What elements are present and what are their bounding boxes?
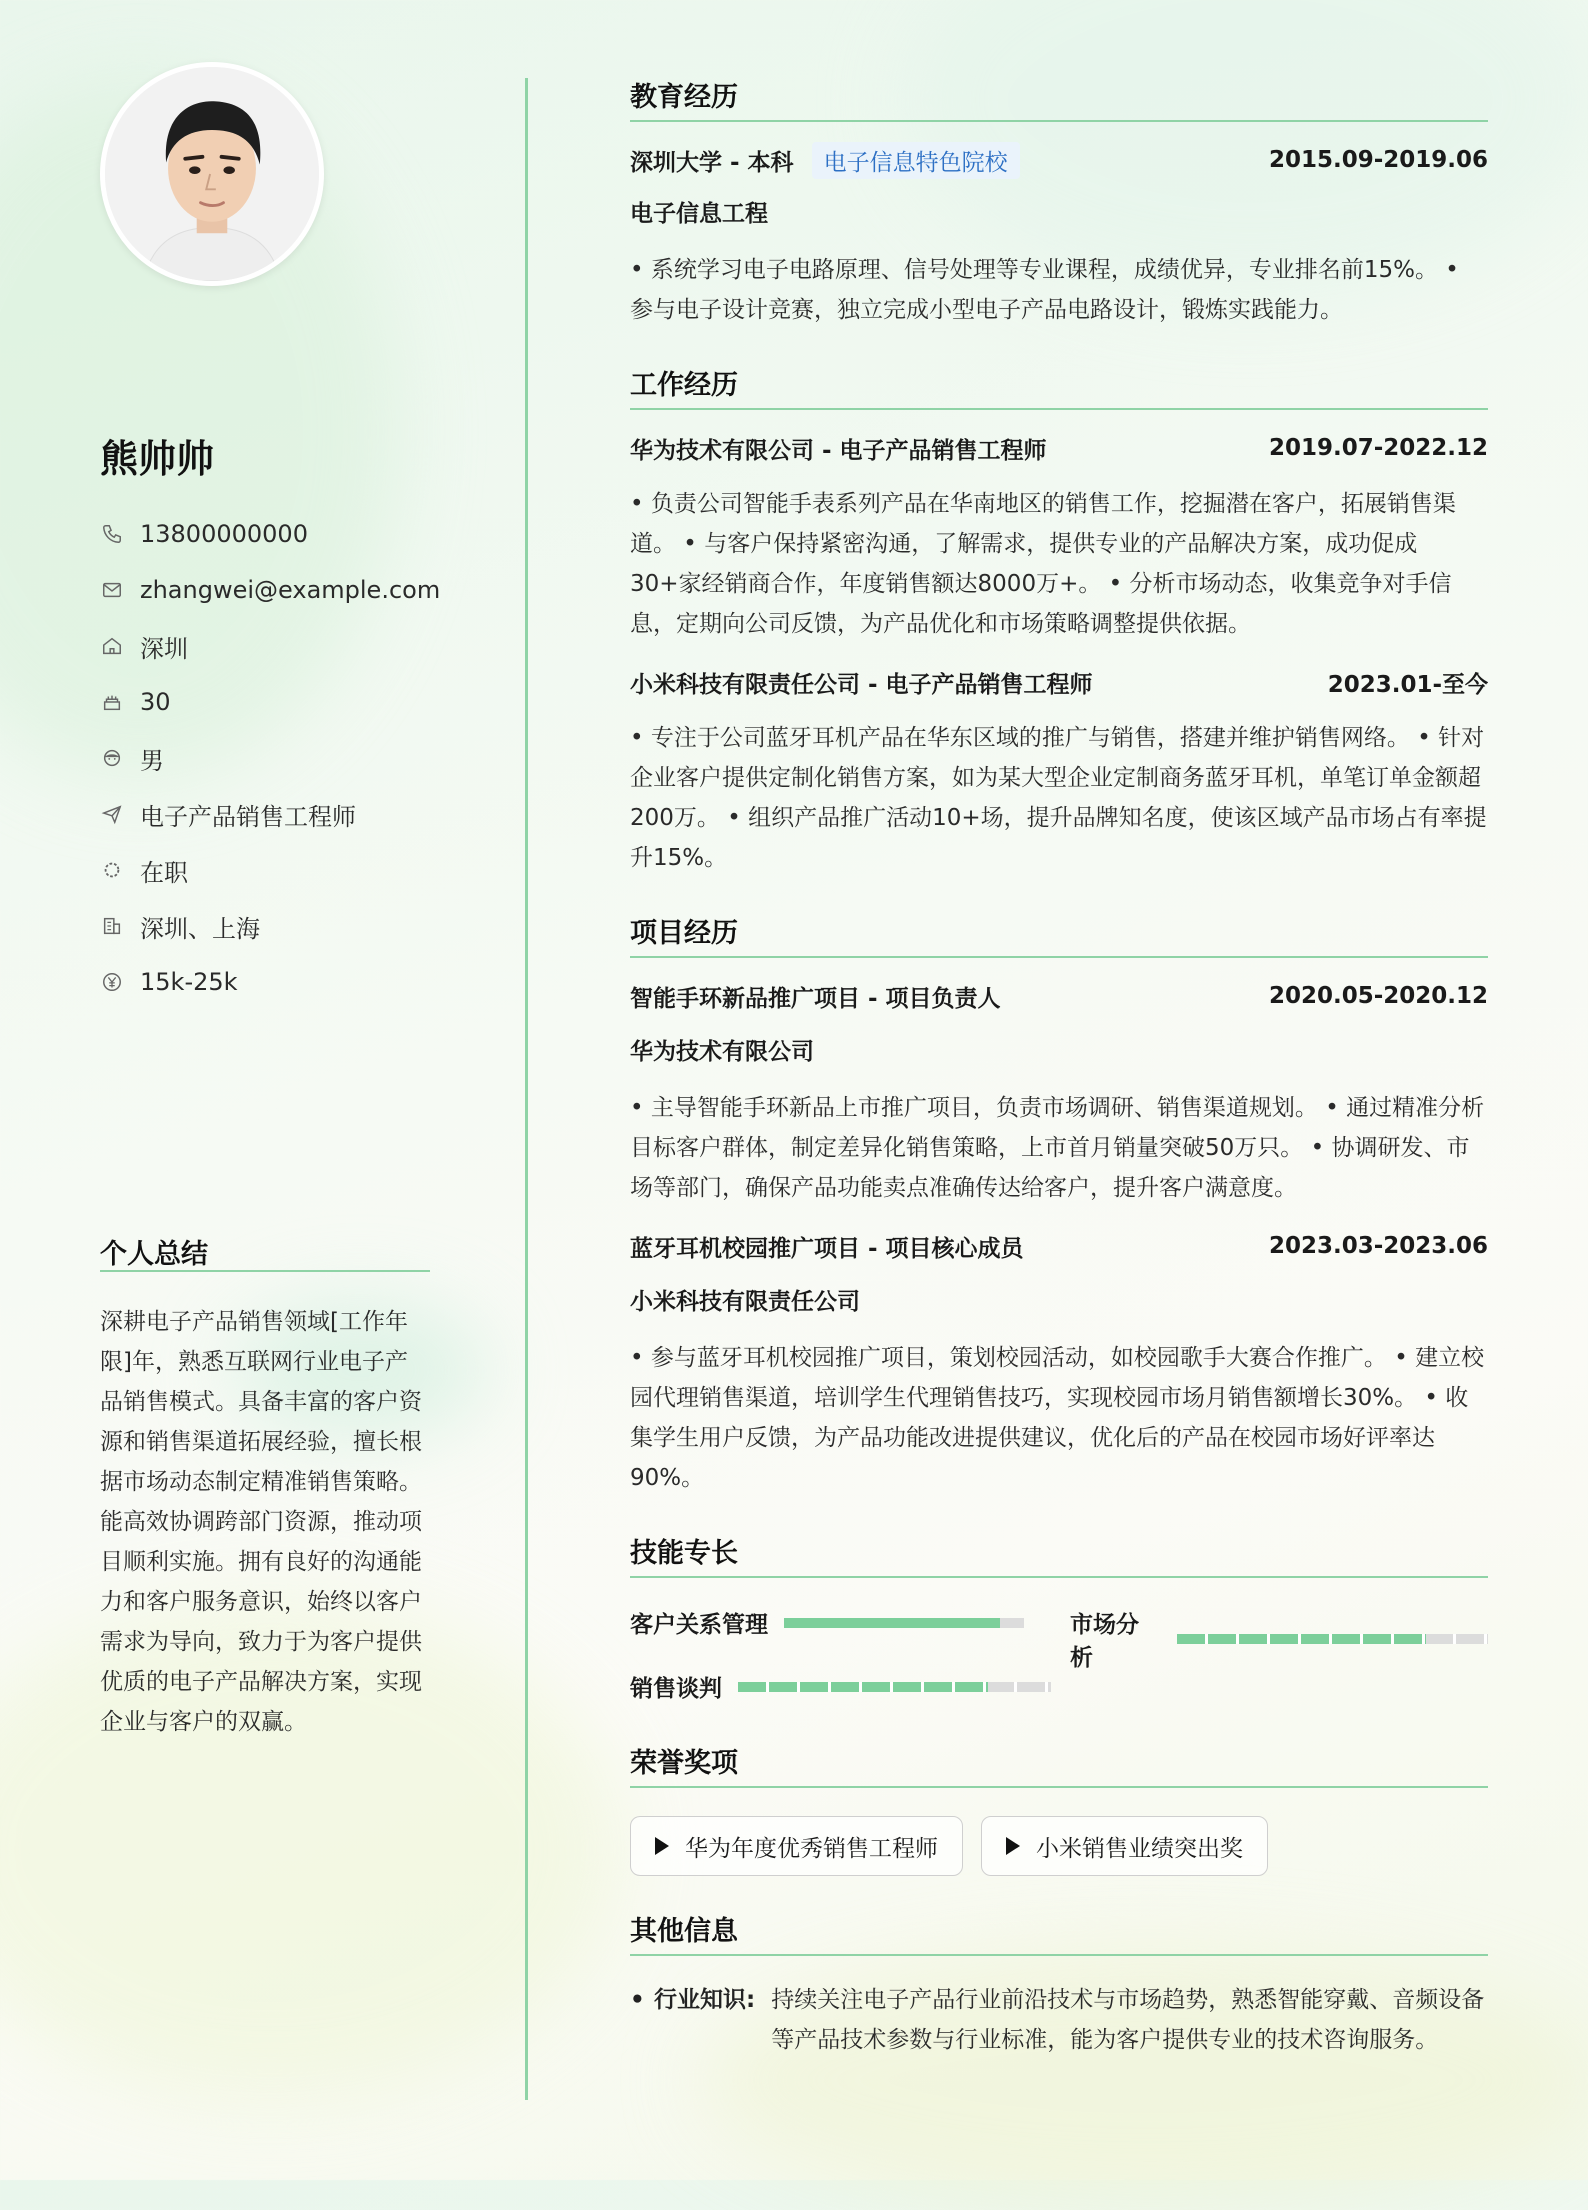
education-head [630, 140, 1488, 180]
award-name: 华为年度优秀销售工程师 [685, 1835, 938, 1862]
work-title: 小米科技有限责任公司 - 电子产品销售工程师 [630, 671, 1093, 698]
award-badge [981, 1816, 1268, 1876]
column-divider [525, 78, 528, 2100]
other-item [630, 1980, 1488, 2060]
work-section [630, 366, 1488, 878]
skill-bar-fill [784, 1618, 1000, 1628]
contact-email [100, 562, 440, 618]
phone-value: 13800000000 [140, 520, 308, 548]
education-desc: • 系统学习电子电路原理、信号处理等专业课程，成绩优异，专业排名前15%。 • 参与电子设计竞赛，独立完成小型电子产品电路设计，锻炼实践能力。 [630, 257, 1459, 323]
section-title: 工作经历 [630, 370, 738, 401]
contact-position [100, 786, 440, 842]
candidate-name: 熊帅帅 [100, 437, 215, 481]
project-entry [630, 1226, 1488, 1498]
project-desc: • 主导智能手环新品上市推广项目，负责市场调研、销售渠道规划。 • 通过精准分析目标客户群体，制定差异化销售策略，上市首月销量突破50万只。 • 协调研发、市场等部门，确保产品功能卖点准确传达给客户，提升客户满意度。 [630, 1095, 1485, 1201]
awards-section [630, 1744, 1488, 1876]
yuan-icon [100, 970, 124, 994]
award-badge [630, 1816, 963, 1876]
contact-status [100, 842, 440, 898]
project-company: 华为技术有限公司 [630, 1039, 814, 1065]
projects-section [630, 914, 1488, 1498]
contact-list [100, 506, 440, 1010]
skill-bar [1177, 1634, 1488, 1644]
skill-bar-fill [738, 1682, 988, 1692]
avatar [100, 62, 324, 286]
send-icon [100, 802, 124, 826]
skills-section [630, 1534, 1488, 1708]
phone-icon [100, 522, 124, 546]
home-icon [100, 634, 124, 658]
section-divider [630, 408, 1488, 410]
summary-text: 深耕电子产品销售领域[工作年限]年，熟悉互联网行业电子产品销售模式。具备丰富的客户资源和销售渠道拓展经验，擅长根据市场动态制定精准销售策略。能高效协调跨部门资源，推动项目顺利实施。拥有良好的沟通能力和客户服务意识，始终以客户需求为导向，致力于为客户提供优质的电子产品解决方案，实现企业与客户的双赢。 [100, 1309, 422, 1735]
skill-name: 客户关系管理 [630, 1612, 768, 1638]
education-section [630, 78, 1488, 330]
skill-bar [738, 1682, 1051, 1692]
education-date: 2015.09-2019.06 [1268, 147, 1488, 173]
section-title: 教育经历 [630, 82, 738, 113]
skill-name: 销售谈判 [630, 1676, 722, 1702]
work-entry [630, 662, 1488, 878]
skill-name: 市场分析 [1070, 1612, 1139, 1671]
main-content [630, 78, 1488, 2060]
work-title: 华为技术有限公司 - 电子产品销售工程师 [630, 437, 1047, 464]
section-title: 项目经历 [630, 918, 738, 949]
project-title: 智能手环新品推广项目 - 项目负责人 [630, 985, 1001, 1012]
skill-item [630, 1670, 1051, 1703]
other-text: 持续关注电子产品行业前沿技术与市场趋势，熟悉智能穿戴、音频设备等产品技术参数与行业标准，能为客户提供专业的技术咨询服务。 [771, 1987, 1485, 2053]
skill-item [1070, 1606, 1488, 1672]
project-title: 蓝牙耳机校园推广项目 - 项目核心成员 [630, 1235, 1024, 1262]
gender-icon [100, 746, 124, 770]
summary-divider [100, 1270, 430, 1272]
contact-salary [100, 954, 440, 1010]
building-icon [100, 914, 124, 938]
other-label: 行业知识: [654, 1987, 756, 2013]
location-value: 深圳 [140, 634, 188, 663]
avatar-portrait-icon [105, 67, 319, 281]
skill-bar-fill [1177, 1634, 1426, 1644]
contact-location [100, 618, 440, 674]
school-tag: 电子信息特色院校 [812, 142, 1020, 179]
section-divider [630, 1786, 1488, 1788]
project-company: 小米科技有限责任公司 [630, 1289, 860, 1315]
section-title: 荣誉奖项 [630, 1748, 738, 1779]
section-title: 技能专长 [630, 1538, 738, 1569]
other-section [630, 1912, 1488, 2060]
section-title: 其他信息 [630, 1916, 738, 1947]
mail-icon [100, 578, 124, 602]
section-divider [630, 956, 1488, 958]
major-name: 电子信息工程 [630, 201, 768, 227]
project-entry [630, 976, 1488, 1208]
skill-item [630, 1606, 1024, 1639]
work-desc: • 专注于公司蓝牙耳机产品在华东区域的推广与销售，搭建并维护销售网络。 • 针对企业客户提供定制化销售方案，如为某大型企业定制商务蓝牙耳机，单笔订单金额超200万。 • 组织产品推广活动10+场，提升品牌知名度，使该区域产品市场占有率提升15%。 [630, 725, 1487, 871]
section-divider [630, 120, 1488, 122]
status-value: 在职 [140, 858, 188, 887]
skill-bar [784, 1618, 1024, 1628]
play-triangle-icon [655, 1837, 669, 1855]
work-entry [630, 428, 1488, 644]
play-triangle-icon [1006, 1837, 1020, 1855]
project-date: 2020.05-2020.12 [1268, 983, 1488, 1009]
city-value: 深圳、上海 [140, 914, 260, 943]
cake-icon [100, 690, 124, 714]
salary-value: 15k-25k [140, 968, 238, 996]
summary-title: 个人总结 [100, 1239, 208, 1270]
contact-city [100, 898, 440, 954]
award-name: 小米销售业绩突出奖 [1036, 1835, 1243, 1862]
project-desc: • 参与蓝牙耳机校园推广项目，策划校园活动，如校园歌手大赛合作推广。 • 建立校园代理销售渠道，培训学生代理销售技巧，实现校园市场月销售额增长30%。 • 收集学生用户反馈，为产品功能改进提供建议，优化后的产品在校园市场好评率达90%。 [630, 1345, 1485, 1491]
contact-gender [100, 730, 440, 786]
position-value: 电子产品销售工程师 [140, 802, 356, 831]
gender-value: 男 [140, 746, 164, 775]
email-value: zhangwei@example.com [140, 576, 441, 604]
status-icon [100, 858, 124, 882]
contact-phone [100, 506, 440, 562]
age-value: 30 [140, 688, 171, 716]
school-name: 深圳大学 - 本科 [630, 149, 794, 176]
bullet-icon: • [630, 1987, 645, 2013]
work-date: 2023.01-至今 [1327, 671, 1488, 698]
contact-age [100, 674, 440, 730]
work-desc: • 负责公司智能手表系列产品在华南地区的销售工作，挖掘潜在客户，拓展销售渠道。 • 与客户保持紧密沟通，了解需求，提供专业的产品解决方案，成功促成30+家经销商合作，年度销售额达8000万+。 • 分析市场动态，收集竞争对手信息，定期向公司反馈，为产品优化和市场策略调整提供依据。 [630, 491, 1456, 637]
section-divider [630, 1954, 1488, 1956]
work-date: 2019.07-2022.12 [1268, 435, 1488, 461]
project-date: 2023.03-2023.06 [1268, 1233, 1488, 1259]
